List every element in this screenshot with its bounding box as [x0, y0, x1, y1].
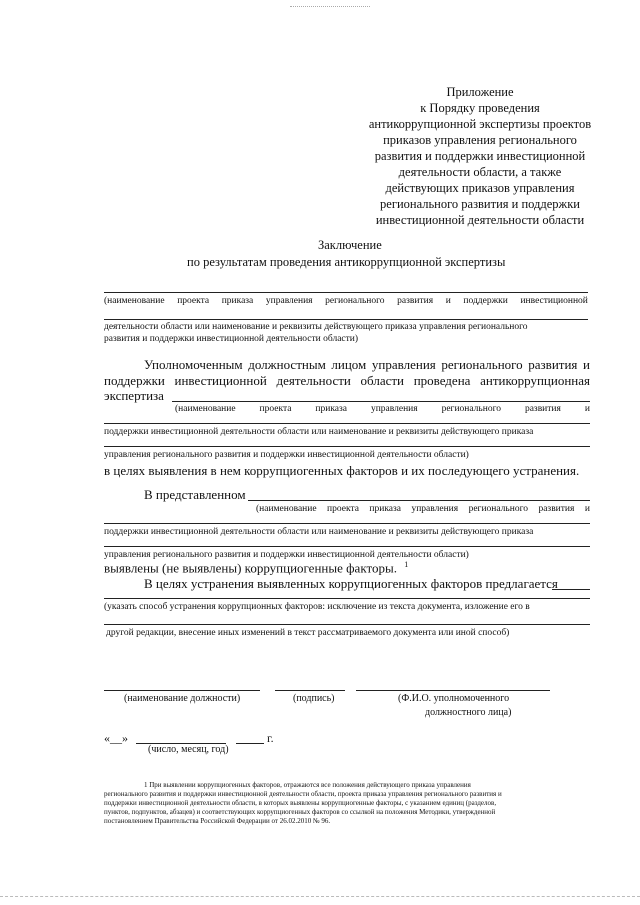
fill-line	[104, 446, 590, 447]
paragraph-detected-factors: выявлены (не выявлены) коррупциогенные факторы. $^1$	[104, 560, 409, 576]
appendix-line: деятельности области, а также	[398, 165, 562, 179]
fill-line	[248, 500, 590, 501]
footnote-line: поддержки инвестиционной деятельности области, в которых выявлены коррупциогенные факторы, с указанием единиц (разделов,	[104, 799, 497, 807]
caption-line: поддержки инвестиционной деятельности области или наименование и реквизиты действующего приказа	[104, 427, 534, 437]
signature-fio-caption: (Ф.И.О. уполномоченного	[398, 693, 510, 704]
footnote-line: пунктов, подпунктов, абзацев) и соответствующих коррупциогенных факторов со ссылкой на положения Методики, утвержденной	[104, 808, 496, 816]
appendix-line: действующих приказов управления	[385, 181, 575, 195]
date-day: «__»	[104, 731, 128, 745]
caption-line: управления регионального развития и поддержки инвестиционной деятельности области)	[104, 450, 469, 460]
caption-line: поддержки инвестиционной деятельности области или наименование и реквизиты действующего приказа	[104, 527, 534, 537]
appendix-line: развития и поддержки инвестиционной	[374, 149, 586, 163]
paragraph-authorized-person: Уполномоченным должностным лицом управления регионального развития и	[144, 357, 590, 372]
footnote-mark: 1	[404, 560, 409, 569]
fill-line	[104, 319, 588, 320]
fill-line	[104, 624, 590, 625]
paragraph-line: поддержки инвестиционной деятельности области проведена антикоррупционная	[104, 373, 590, 388]
scan-artifact-top	[290, 6, 370, 7]
footnote-line: 1 При выявлении коррупциогенных факторов, отражаются все положения действующего приказа управления	[144, 781, 471, 789]
footnote-line: постановлением Правительства Российской Федерации от 26.02.2010 № 96.	[104, 817, 331, 825]
caption-line: деятельности области или наименование и реквизиты действующего приказа управления регионального	[104, 322, 528, 332]
appendix-header	[360, 84, 600, 228]
paragraph-line: экспертиза	[104, 388, 164, 403]
paragraph-purpose: в целях выявления в нем коррупциогенных факторов и их последующего устранения.	[104, 463, 580, 478]
date-caption: (число, месяц, год)	[148, 744, 229, 755]
signature-fio-caption: должностного лица)	[425, 707, 512, 718]
caption-line: другой редакции, внесение иных изменений в текст рассматриваемого документа или иной способ)	[106, 628, 510, 638]
signature-line-position	[104, 690, 260, 691]
caption-document-name: (наименование проекта приказа управления регионального развития и	[175, 404, 590, 414]
fill-line	[172, 401, 590, 402]
paragraph-submitted-label: В представленном	[144, 487, 246, 502]
date-year-suffix: г.	[267, 731, 274, 745]
appendix-line: приказов управления регионального	[383, 133, 577, 147]
appendix-line: инвестиционной деятельности области	[375, 213, 585, 227]
document-subtitle: по результатам проведения антикоррупционной экспертизы	[187, 255, 506, 269]
appendix-line: антикоррупционной экспертизы проектов	[368, 117, 592, 131]
fill-line	[104, 546, 590, 547]
caption-document-name: (наименование проекта приказа управления регионального развития и поддержки инвестиционной	[104, 296, 588, 306]
signature-line-fio	[356, 690, 550, 691]
fill-line	[104, 423, 590, 424]
footnote	[104, 781, 592, 826]
signature-position-caption: (наименование должности)	[124, 693, 241, 704]
document-title: Заключение	[318, 238, 382, 252]
caption-line: управления регионального развития и поддержки инвестиционной деятельности области)	[104, 550, 469, 560]
appendix-line: регионального развития и поддержки	[380, 197, 580, 211]
appendix-line: Приложение	[446, 85, 514, 99]
caption-line: (указать способ устранения коррупционных факторов: исключение из текста документа, изложение его в	[104, 602, 530, 612]
fill-line	[104, 598, 590, 599]
caption-document-name: (наименование проекта приказа управления регионального развития и	[256, 504, 590, 514]
appendix-line: к Порядку проведения	[420, 101, 540, 115]
date-year-line	[236, 743, 264, 744]
signature-sign-caption: (подпись)	[293, 693, 335, 704]
caption-line: развития и поддержки инвестиционной деятельности области)	[104, 334, 359, 344]
signature-line-sign	[275, 690, 345, 691]
footnote-line: регионального развития и поддержки инвестиционной деятельности области, проекта приказа управления регионального развития и	[104, 790, 502, 798]
fill-line	[552, 589, 590, 590]
paragraph-proposal: В целях устранения выявленных коррупциогенных факторов предлагается	[144, 576, 558, 591]
fill-line	[104, 292, 588, 293]
fill-line	[104, 523, 590, 524]
scan-artifact-bottom	[0, 896, 640, 897]
